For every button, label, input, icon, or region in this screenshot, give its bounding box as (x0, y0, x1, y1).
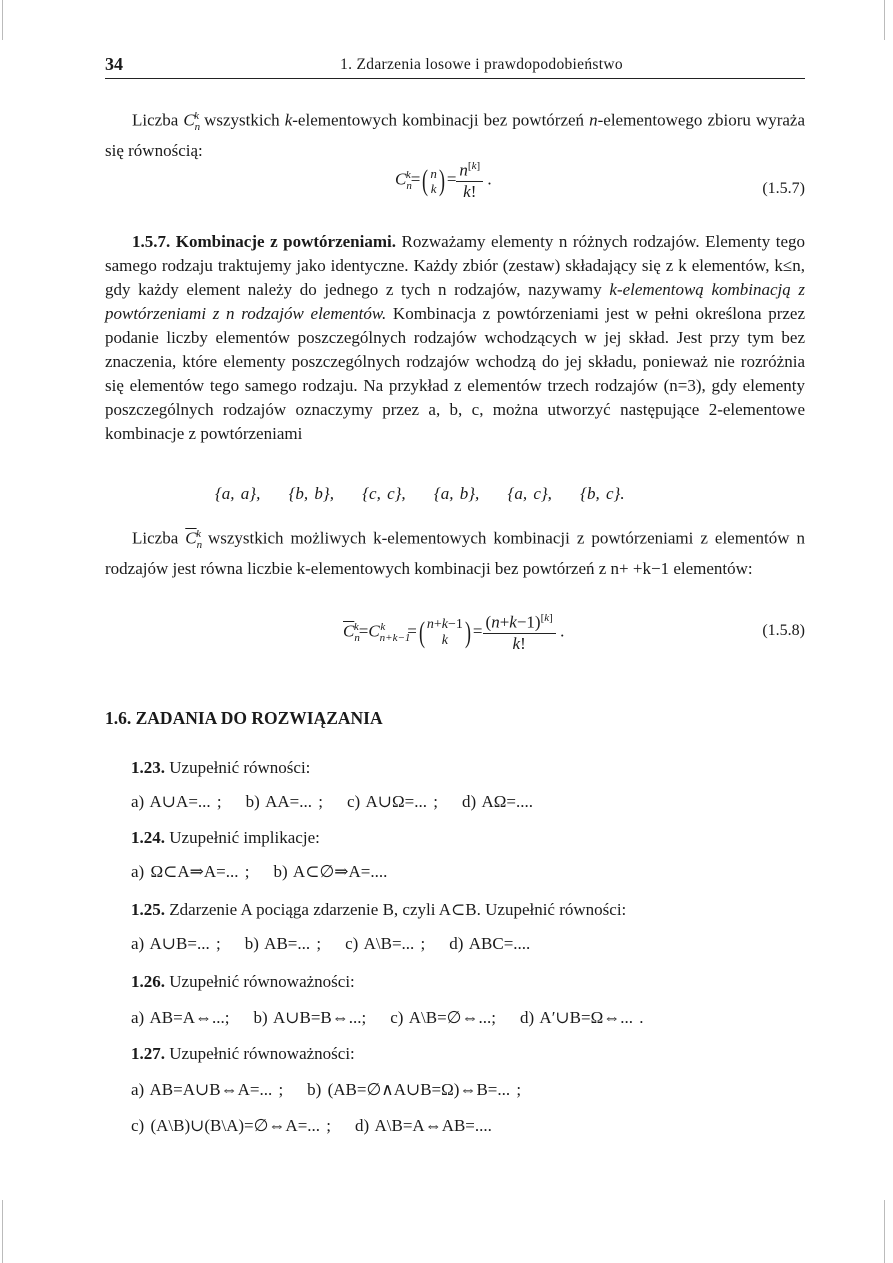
sets-row: {a, a}, {b, b}, {c, c}, {a, b}, {a, c}, {b, c}. (215, 484, 625, 503)
running-title: 1. Zdarzenia losowe i prawdopodobieństwo (340, 56, 623, 73)
section-1-5-7: 1.5.7. Kombinacje z powtórzeniami. Rozważamy elementy n różnych rodzajów. Elementy tego samego rodzaju traktujemy jako identyczne. Każdy zbiór (zestaw) składający się z k elementów, k≤n, gdy każdy element należy do jednego z tych n rodzajów, nazywamy k-elementową kombinacją z powtórzeniami z n rodzajów elementów. Kombinacja z powtórzeniami jest w pełni określona przez podanie liczby elementów poszczególnych rodzajów wchodzących w jej skład. Jest przy tym bez znaczenia, które elementy poszczególnych rodzajów wchodzą do jej składu, ponieważ nie rozróżnia się elementów tego samego rodzaju. Na przykład z elementów trzech rodzajów (n=3), gdy elementy poszczególnych rodzajów oznaczymy przez a, b, c, można utworzyć następujące 2-elementowe kombinacje z powtórzeniami (105, 232, 806, 443)
exercise-1-27-answers: a) AB=A∪B⇔A=... ; b) (AB=∅∧A∪B=Ω)⇔B=... ; (131, 1080, 522, 1099)
exercise-1-23-answers: a) A∪A=... ; b) AA=... ; c) A∪Ω=... ; d) AΩ=.... (131, 792, 533, 811)
equation-label-1-5-8: (1.5.8) (762, 622, 805, 639)
equation-1-5-8: $\overline{C}_n^k=C_{n+k-1}^k$ =( n+k−1 k ) = $\frac{(n+k-1)^{[k]}}{k!}$ . (343, 612, 565, 653)
page-number: 34 (105, 54, 123, 74)
exercise-1-24-answers: a) Ω⊂A⇒A=... ; b) A⊂∅⇒A=.... (131, 862, 388, 881)
exercises-heading: 1.6. ZADANIA DO ROZWIĄZANIA (105, 708, 383, 728)
equation-1-5-7: $C_n^k=$( n k) = $\frac{n^{[k]}}{k!}$ . (395, 160, 492, 201)
header-rule (105, 78, 805, 79)
exercise-1-27: 1.27. Uzupełnić równoważności: (131, 1044, 355, 1063)
paragraph-cbar: Liczba $\overline{C}_n^k$ wszystkich możliwych k-elementowych kombinacji z powtórzeniami z elementów n rodzajów jest równa liczbie k-elementowych kombinacji bez powtórzeń z n+ +k−1 elementów: (105, 528, 805, 579)
equation-label-1-5-7: (1.5.7) (762, 180, 805, 197)
intro-paragraph: Liczba $C_n^k$ wszystkich k-elementowych kombinacji bez powtórzeń n-elementowego zbioru wyraża się równością: (105, 110, 806, 161)
exercise-1-26-answers: a) AB=A⇔...; b) A∪B=B⇔...; c) A\B=∅⇔...; d) A′∪B=Ω⇔... . (131, 1008, 644, 1027)
exercise-1-24: 1.24. Uzupełnić implikacje: (131, 828, 320, 847)
exercise-1-26: 1.26. Uzupełnić równoważności: (131, 972, 355, 991)
exercise-1-25-answers: a) A∪B=... ; b) AB=... ; c) A\B=... ; d) ABC=.... (131, 934, 531, 953)
exercise-1-23: 1.23. Uzupełnić równości: (131, 758, 311, 777)
exercise-1-25: 1.25. Zdarzenie A pociąga zdarzenie B, czyli A⊂B. Uzupełnić równości: (131, 900, 627, 919)
exercise-1-27-answers-2: c) (A\B)∪(B\A)=∅⇔A=... ; d) A\B=A⇔AB=.... (131, 1116, 492, 1135)
